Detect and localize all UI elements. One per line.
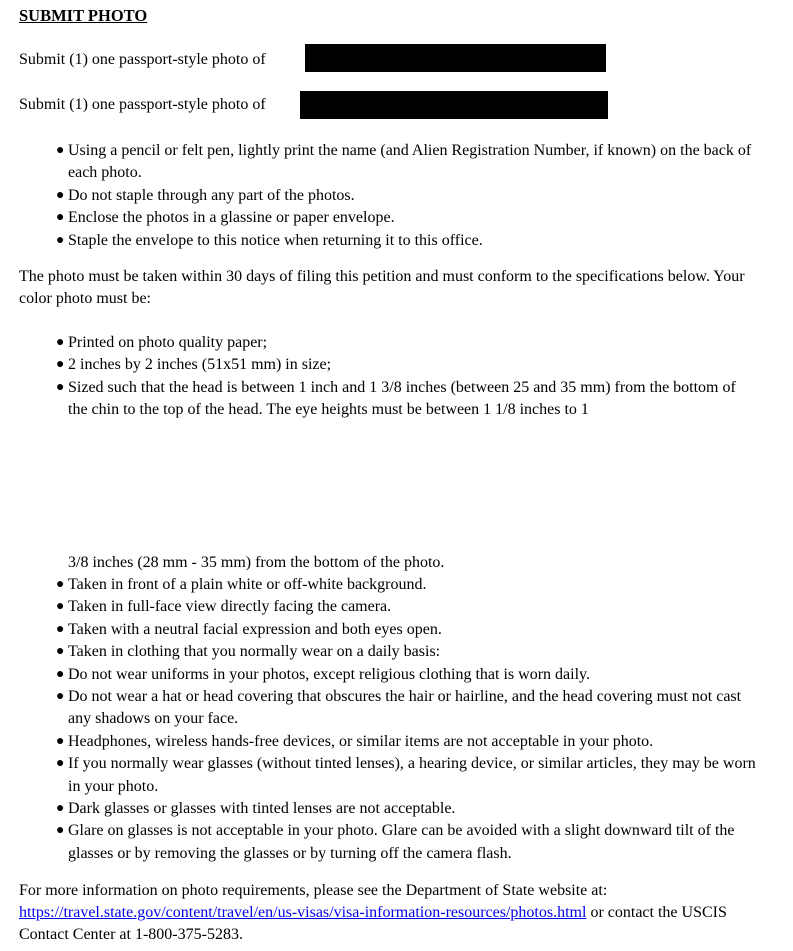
list-item: ● If you normally wear glasses (without tinted lenses), a hearing device, or similar articles, they may be worn in your photo. [56,755,756,795]
bullet-icon: ● [56,823,65,839]
bullet-icon: ● [56,689,65,705]
footer-paragraph [19,880,759,946]
bullet-icon: ● [56,644,65,660]
bullet-icon: ● [56,801,65,817]
list-item: ● 2 inches by 2 inches (51x51 mm) in size; [56,354,756,376]
list-item: ● Taken in clothing that you normally wear on a daily basis: [56,641,756,663]
bullet-icon: ● [56,379,65,395]
bullet-icon: ● [56,335,65,350]
list-item: ● Glare on glasses is not acceptable in your photo. Glare can be avoided with a slight downward tilt of the glasses or by removing the glasses or by turning off the camera flash. [56,822,735,862]
list-item: ● Enclose the photos in a glassine or paper envelope. [56,207,756,229]
photo-handling-list [56,140,756,252]
list-item: ● Taken in full-face view directly facing the camera. [56,596,756,618]
photo-spec-list-1 [56,332,756,422]
specification-intro: The photo must be taken within 30 days of filing this petition and must conform to the specifications below. Your color photo must be: [19,268,745,307]
photo-spec-list-2 [56,574,756,865]
bullet-icon: ● [56,599,65,615]
list-item: ● Printed on photo quality paper; [56,332,756,354]
list-item: ● Headphones, wireless hands-free devices, or similar items are not acceptable in your photo. [56,731,756,753]
list-item: ● Dark glasses or glasses with tinted lenses are not acceptable. [56,798,756,820]
list-item: ● Do not wear uniforms in your photos, except religious clothing that is worn daily. [56,664,756,686]
bullet-icon: ● [56,232,65,248]
list-item: ● Sized such that the head is between 1 inch and 1 3/8 inches (between 25 and 35 mm) from the bottom of the chin to the top of the head. The eye heights must be between 1 1/8 inches to 1 [56,378,736,419]
bullet-icon: ● [56,143,65,158]
redacted-name-block-1 [305,44,606,72]
bullet-icon: ● [56,187,65,203]
bullet-icon: ● [56,357,65,373]
submit-photo-label-2: Submit (1) one passport-style photo of [19,96,266,113]
state-dept-photo-link[interactable]: https://travel.state.gov/content/travel/en/us-visas/visa-information-resources/photos.html [19,904,587,921]
section-heading: SUBMIT PHOTO [19,6,148,25]
bullet-icon: ● [56,210,65,226]
list-item: ● Taken in front of a plain white or off-white background. [56,574,756,596]
bullet-icon: ● [56,621,65,637]
submit-photo-label-1: Submit (1) one passport-style photo of [19,51,266,68]
footer-text-before: For more information on photo requirements, please see the Department of State website at: [19,882,608,899]
list-item: ● Do not staple through any part of the photos. [56,185,756,207]
list-item: ● Using a pencil or felt pen, lightly print the name (and Alien Registration Number, if known) on the back of each photo. [56,142,752,182]
list-item: ● Staple the envelope to this notice when returning it to this office. [56,230,756,252]
spec-continuation: 3/8 inches (28 mm - 35 mm) from the bottom of the photo. [68,554,445,571]
list-item: ● Taken with a neutral facial expression and both eyes open. [56,619,756,641]
bullet-icon: ● [56,733,65,749]
bullet-icon: ● [56,756,65,772]
footer-text-after: or contact the USCIS Contact Center at 1-800-375-5283. [19,904,727,943]
bullet-icon: ● [56,577,65,592]
submit-photo-line-1 [19,49,266,71]
list-item: ● Do not wear a hat or head covering that obscures the hair or hairline, and the head covering must not cast any shadows on your face. [56,688,742,728]
bullet-icon: ● [56,666,65,682]
redacted-name-block-2 [300,91,608,119]
submit-photo-line-2 [19,94,266,116]
